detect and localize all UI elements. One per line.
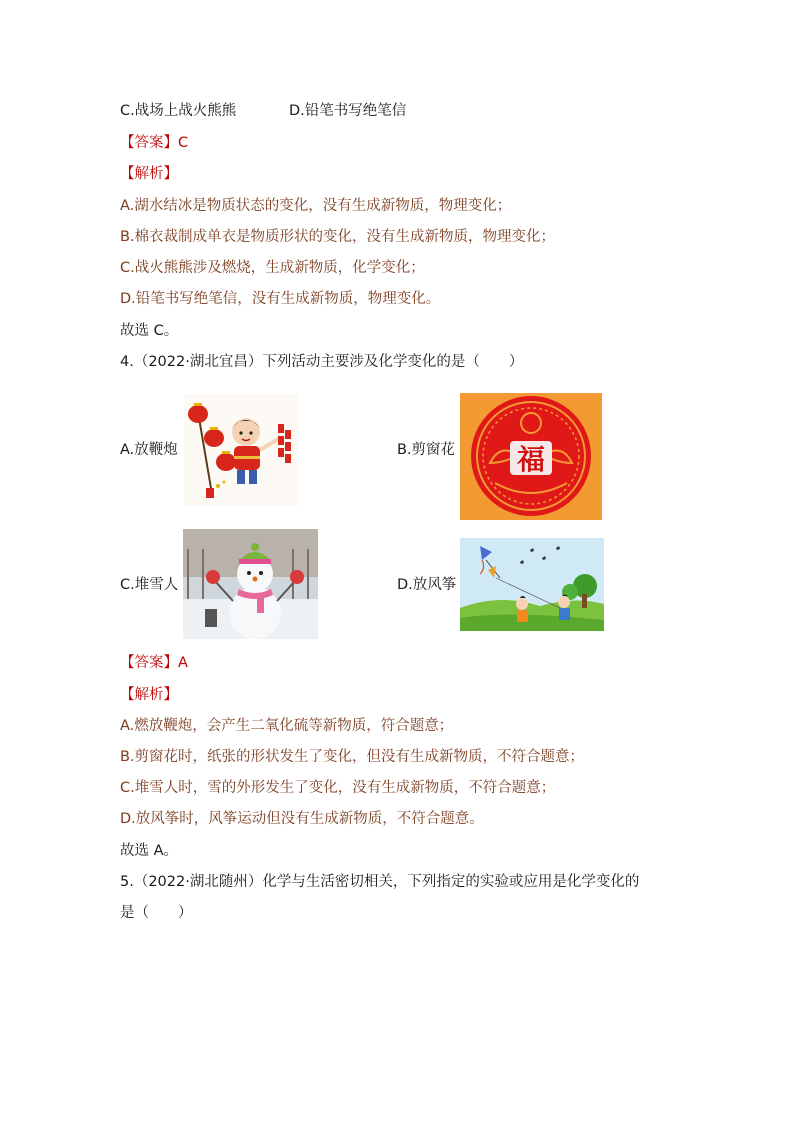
snowman-image: [183, 529, 318, 639]
q3-analysis-line-d: D.铅笔书写绝笔信，没有生成新物质，物理变化。: [120, 291, 441, 307]
q4-option-c-label: C.堆雪人: [120, 577, 179, 593]
q4-analysis-line-d: D.放风筝时，风筝运动但没有生成新物质，不符合题意。: [120, 811, 484, 827]
q4-option-b-label: B.剪窗花: [397, 442, 456, 458]
q3-analysis-tag: 【解析】: [120, 166, 178, 182]
q4-option-d-label: D.放风筝: [397, 577, 457, 593]
answer-tag: 【答案】: [120, 655, 178, 671]
q3-analysis-line-c: C.战火熊熊涉及燃烧，生成新物质，化学变化；: [120, 260, 425, 276]
answer-tag: 【答案】: [120, 135, 178, 151]
q4-analysis-line-c: C.堆雪人时，雪的外形发生了变化，没有生成新物质，不符合题意；: [120, 780, 556, 796]
q3-answer: [120, 133, 188, 153]
q4-analysis-line-a: A.燃放鞭炮，会产生二氧化硫等新物质，符合题意；: [120, 718, 454, 734]
q4-stem: 4.（2022·湖北宜昌）下列活动主要涉及化学变化的是（ ）: [120, 354, 524, 370]
q4-conclusion: 故选 A。: [120, 843, 179, 859]
q4-answer: [120, 653, 188, 673]
firecracker-child-image: [184, 394, 298, 506]
answer-value: C: [178, 135, 189, 151]
q5-stem-line2: 是（ ）: [120, 905, 193, 921]
q4-analysis-tag: 【解析】: [120, 687, 178, 703]
kite-flying-image: [460, 538, 604, 631]
q4-option-a-label: A.放鞭炮: [120, 442, 178, 458]
fu-character: 福: [516, 443, 546, 476]
q3-option-c: C.战场上战火熊熊: [120, 103, 237, 119]
q4-analysis-line-b: B.剪窗花时，纸张的形状发生了变化，但没有生成新物质，不符合题意；: [120, 749, 585, 765]
paper-cut-window-flower-image: [460, 393, 602, 520]
q5-stem-line1: 5.（2022·湖北随州）化学与生活密切相关，下列指定的实验或应用是化学变化的: [120, 874, 640, 890]
q3-option-d: D.铅笔书写绝笔信: [289, 103, 407, 119]
answer-value: A: [178, 655, 188, 671]
q3-conclusion: 故选 C。: [120, 323, 179, 339]
q3-analysis-line-b: B.棉衣裁制成单衣是物质形状的变化，没有生成新物质，物理变化；: [120, 229, 556, 245]
q3-analysis-line-a: A.湖水结冰是物质状态的变化，没有生成新物质，物理变化；: [120, 198, 512, 214]
